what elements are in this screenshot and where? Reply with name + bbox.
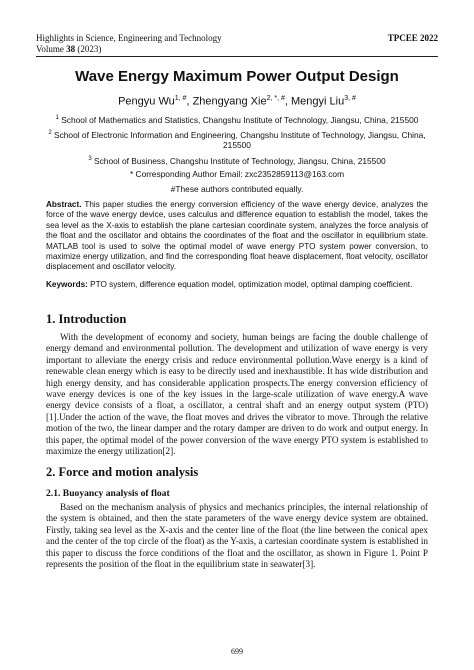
volume-label: Volume	[36, 44, 64, 54]
section-heading: 1. Introduction	[46, 312, 127, 326]
volume-number: 38	[66, 44, 76, 54]
header-rule	[36, 56, 438, 57]
section-body: Based on the mechanism analysis of physics and mechanics principles, the internal relationship of the system is obtained, and then the state parameters of the wave energy device system are obtained. Firstly, taking sea level as the X-axis and the center line of the float (the line between the conical apex and the center of the top circle of the float) as the Y-axis, a cartesian coordinate system is established in this paper to discuss the force conditions of the float and the oscillator, as shown in Figure 1. Point P represents the position of the float in the equilibrium state in seawater[3].	[46, 502, 428, 570]
section-body: With the development of economy and society, human beings are facing the double challenge of energy demand and environmental pollution. The development and utilization of wave energy is very important to alleviate the energy crisis and reduce environmental pollution.Wave energy is a kind of renewable clean energy which is easy to be directly used and inexhaustible. It has wide distribution and high energy density, and has considerable application prospects.The energy conversion efficiency of wave energy devices is one of the key issues in the large-scale utilization of wave energy.A wave energy device consists of a float, a oscillator, a central shaft and an energy output system (PTO)[1].Under the action of the wave, the float moves and drives the vibrator to move. Through the relative motion of the two, the linear damper and the rotary damper are driven to do work and output energy. In this paper, the optimal model of the power conversion of the wave energy PTO system is established to maximize the energy utilization[2].	[46, 332, 428, 457]
affiliation-text: School of Electronic Information and Engineering, Changshu Institute of Technology, Jiangsu, China, 215500	[53, 129, 426, 151]
paper-title: Wave Energy Maximum Power Output Design	[75, 68, 399, 85]
affiliation-sup: 1	[55, 115, 59, 121]
keywords	[46, 280, 428, 290]
page-number: 699	[231, 647, 243, 656]
abstract	[46, 200, 428, 273]
equal-contribution-note: #These authors contributed equally.	[170, 184, 304, 194]
author-list: Pengyu $Wu^{1, \#}$, Zhengyang Xie$^{2, *, \#}$, Mengyi Liu$^{3, \#}$	[118, 95, 356, 108]
author-sup: 3, #	[344, 95, 356, 102]
author-sup: 2, *, #	[266, 95, 285, 102]
affiliation-sup: 2	[48, 130, 52, 136]
corresponding-author: * Corresponding Author Email: zxc2352859113@163.com	[129, 169, 345, 179]
keywords-text: PTO system, difference equation model, optimization model, optimal damping coefficient.	[90, 280, 413, 289]
affiliation	[40, 113, 434, 125]
author-name: Mengyi Liu	[291, 95, 345, 108]
author-name: Zhengyang Xie	[192, 95, 267, 108]
abstract-label: Abstract.	[46, 200, 82, 209]
section-heading: 2. Force and motion analysis	[46, 465, 199, 479]
journal-name: Highlights in Science, Engineering and Technology	[36, 33, 222, 43]
author-sup: 1, #	[174, 95, 187, 102]
subsection-heading: 2.1. Buoyancy analysis of float	[46, 488, 170, 499]
running-header	[36, 33, 438, 55]
affiliation-text: School of Mathematics and Statistics, Changshu Institute of Technology, Jiangsu, China, 215500	[61, 114, 419, 125]
affiliation-sup: 3	[88, 156, 92, 162]
volume-line	[36, 44, 438, 55]
volume-year: (2023)	[77, 44, 102, 54]
affiliation	[40, 128, 434, 151]
affiliation-text: School of Business, Changshu Institute of Technology, Jiangsu, China, 215500	[94, 155, 386, 166]
affiliation	[40, 154, 434, 166]
conference-name: TPCEE 2022	[387, 33, 438, 43]
keywords-label: Keywords:	[46, 280, 88, 289]
abstract-text: This paper studies the energy conversion efficiency of the wave energy device, analyzes the force of the wave energy device, uses calculus and difference equation to establish the model, takes the sea level as the X-axis to establish the plane cartesian coordinate system, analyzes the force analysis of the float and the oscillator and obtains the coordinates of the float and the oscillator in equilibrium state. MATLAB tool is used to solve the optimal model of wave energy PTO system power conversion, to maximize energy utilization, and find the corresponding float heave displacement, float velocity, oscillator displacement and oscillator velocity.	[46, 200, 428, 272]
author-name: Pengyu Wu	[118, 95, 175, 108]
